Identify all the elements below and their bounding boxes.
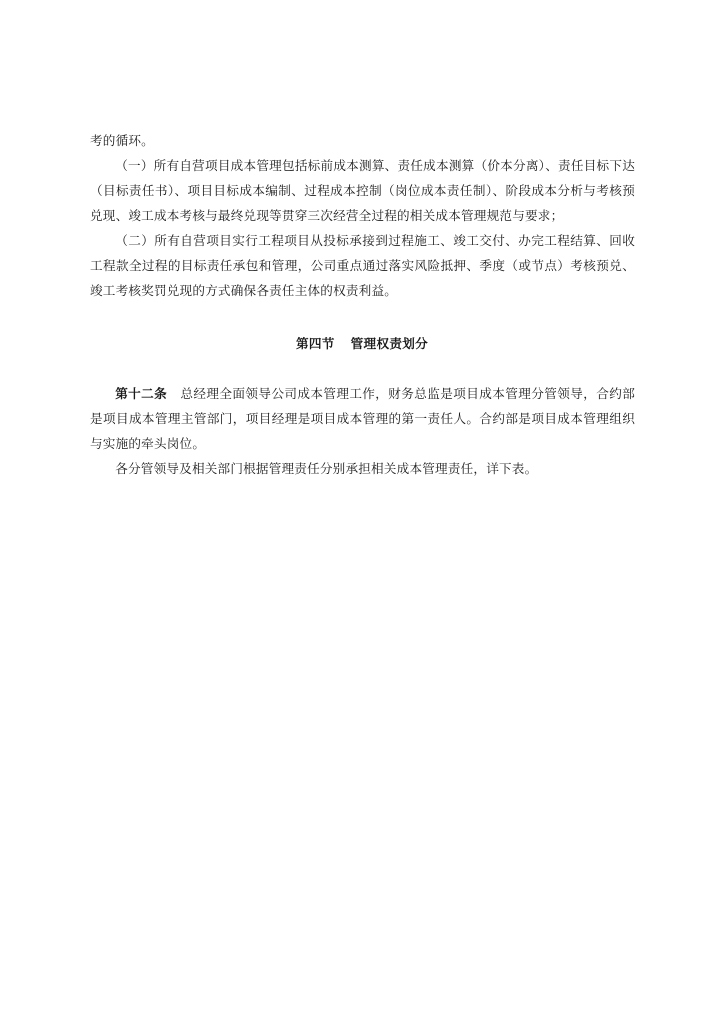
article-text-block [90,381,635,481]
article-12-label: 第十二条 [115,386,168,401]
closing-paragraph: 各分管领导及相关部门根据管理责任分别承担相关成本管理责任，详下表。 [115,461,538,476]
section-title-text: 管理权责划分 [350,336,429,351]
article-12-text: 总经理全面领导公司成本管理工作，财务总监是项目成本管理分管领导，合约部是项目成本管理主管部门，项目经理是项目成本管理的第一责任人。合约部是项目成本管理组织与实施的牵头岗位。 [90,386,635,451]
section-number: 第四节 [295,336,335,351]
article-12-paragraph [90,381,635,456]
section-heading [0,331,724,356]
paragraph-item-1: （一）所有自营项目成本管理包括标前成本测算、责任成本测算（价本分离）、责任目标下达（目标责任书）、项目目标成本编制、过程成本控制（岗位成本责任制）、阶段成本分析与考核预兑现、竣工成本考核与最终兑现等贯穿三次经营全过程的相关成本管理规范与要求； [90,158,635,223]
paragraph-item-2: （二）所有自营项目实行工程项目从投标承接到过程施工、竣工交付、办完工程结算、回收工程款全过程的目标责任承包和管理，公司重点通过落实风险抵押、季度（或节点）考核预兑、竣工考核奖罚兑现的方式确保各责任主体的权责利益。 [90,233,635,298]
paragraph-continuation: 考的循环。 [90,133,154,148]
top-text-block [90,128,635,303]
